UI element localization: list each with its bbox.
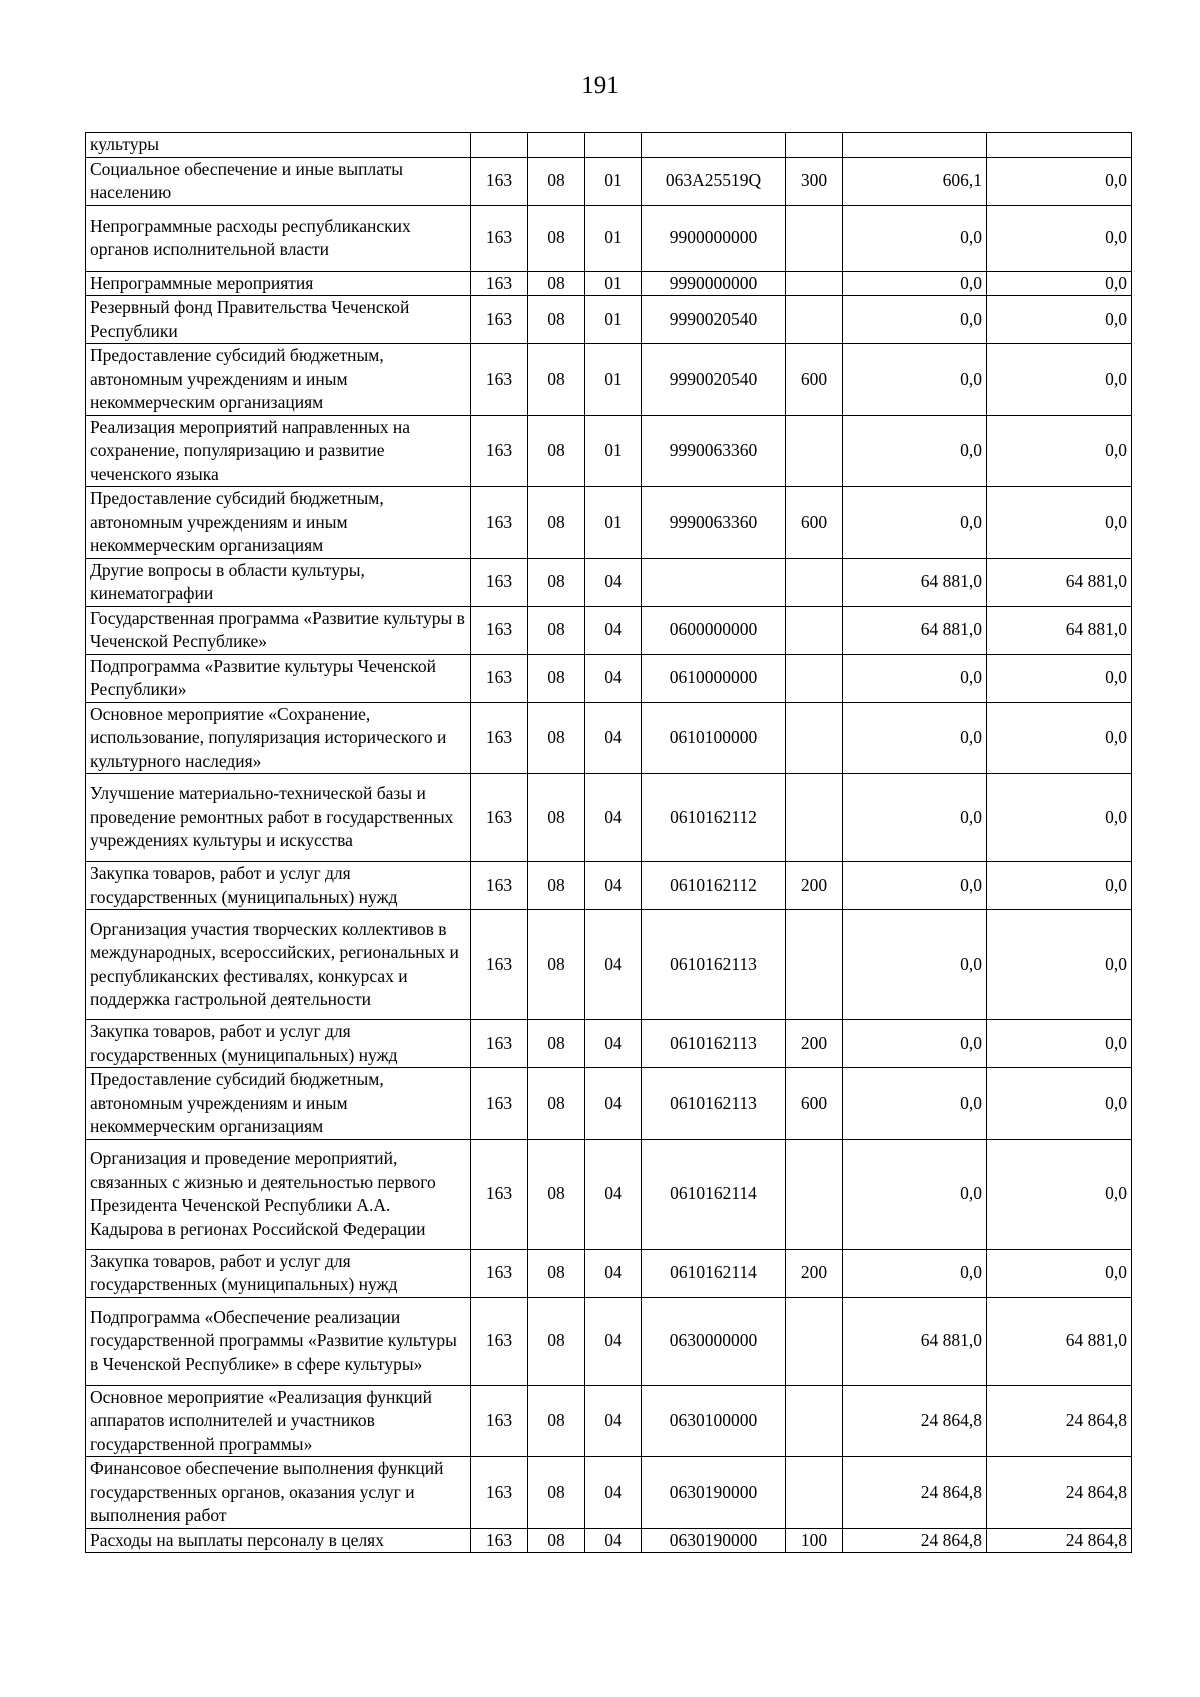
row-amount-1: 0,0	[843, 862, 987, 910]
row-name: Подпрограмма «Обеспечение реализации государственной программы «Развитие культуры в Чеченской Республике» в сфере культуры»	[86, 1297, 471, 1385]
row-name: Реализация мероприятий направленных на сохранение, популяризацию и развитие чеченского языка	[86, 415, 471, 487]
row-expense-type-code	[786, 1457, 843, 1529]
row-target-code: 9990020540	[642, 296, 786, 344]
row-subsection-code: 01	[585, 344, 642, 416]
row-amount-2: 0,0	[987, 702, 1132, 774]
row-target-code: 0610100000	[642, 702, 786, 774]
row-expense-type-code	[786, 558, 843, 606]
page-number: 191	[581, 72, 619, 99]
table-row	[86, 774, 1132, 862]
row-subsection-code: 01	[585, 487, 642, 559]
row-amount-1: 0,0	[843, 702, 987, 774]
table-row	[86, 910, 1132, 1020]
row-expense-type-code	[786, 205, 843, 271]
row-amount-1: 0,0	[843, 1139, 987, 1249]
row-ministry-code: 163	[471, 271, 528, 296]
row-ministry-code: 163	[471, 1385, 528, 1457]
row-target-code: 0610000000	[642, 654, 786, 702]
row-section-code: 08	[528, 1068, 585, 1140]
row-ministry-code: 163	[471, 296, 528, 344]
row-name: Государственная программа «Развитие культуры в Чеченской Республике»	[86, 606, 471, 654]
table-row	[86, 415, 1132, 487]
row-subsection-code: 01	[585, 415, 642, 487]
row-amount-1: 0,0	[843, 654, 987, 702]
row-amount-1: 0,0	[843, 271, 987, 296]
row-name: Резервный фонд Правительства Чеченской Республики	[86, 296, 471, 344]
row-target-code: 063А25519Q	[642, 157, 786, 205]
row-target-code: 9990020540	[642, 344, 786, 416]
row-ministry-code: 163	[471, 157, 528, 205]
row-amount-2: 64 881,0	[987, 1297, 1132, 1385]
row-target-code: 0630190000	[642, 1457, 786, 1529]
table-row	[86, 1385, 1132, 1457]
row-ministry-code: 163	[471, 654, 528, 702]
row-subsection-code: 01	[585, 205, 642, 271]
row-amount-2: 0,0	[987, 654, 1132, 702]
table-row	[86, 271, 1132, 296]
row-amount-1: 24 864,8	[843, 1528, 987, 1553]
row-section-code	[528, 133, 585, 158]
row-subsection-code: 04	[585, 1139, 642, 1249]
row-section-code: 08	[528, 1297, 585, 1385]
row-name: Подпрограмма «Развитие культуры Чеченской Республики»	[86, 654, 471, 702]
row-amount-2: 0,0	[987, 862, 1132, 910]
row-amount-2: 0,0	[987, 774, 1132, 862]
row-name: культуры	[86, 133, 471, 158]
row-amount-2: 0,0	[987, 1249, 1132, 1297]
row-name: Организация и проведение мероприятий, связанных с жизнью и деятельностью первого Президента Чеченской Республики А.А. Кадырова в регионах Российской Федерации	[86, 1139, 471, 1249]
row-subsection-code: 04	[585, 606, 642, 654]
row-amount-1: 0,0	[843, 1068, 987, 1140]
row-ministry-code: 163	[471, 487, 528, 559]
row-amount-2: 0,0	[987, 157, 1132, 205]
row-expense-type-code	[786, 133, 843, 158]
row-section-code: 08	[528, 344, 585, 416]
row-expense-type-code: 300	[786, 157, 843, 205]
row-expense-type-code	[786, 1297, 843, 1385]
row-expense-type-code	[786, 296, 843, 344]
row-target-code: 0610162114	[642, 1139, 786, 1249]
row-section-code: 08	[528, 296, 585, 344]
row-amount-2: 24 864,8	[987, 1457, 1132, 1529]
row-name: Финансовое обеспечение выполнения функций государственных органов, оказания услуг и выполнения работ	[86, 1457, 471, 1529]
row-ministry-code: 163	[471, 1068, 528, 1140]
table-row	[86, 296, 1132, 344]
row-name: Закупка товаров, работ и услуг для государственных (муниципальных) нужд	[86, 862, 471, 910]
row-name: Предоставление субсидий бюджетным, автономным учреждениям и иным некоммерческим организациям	[86, 487, 471, 559]
row-ministry-code: 163	[471, 862, 528, 910]
row-section-code: 08	[528, 1528, 585, 1553]
row-expense-type-code: 200	[786, 1249, 843, 1297]
row-target-code: 9990000000	[642, 271, 786, 296]
row-target-code: 9900000000	[642, 205, 786, 271]
row-target-code: 9990063360	[642, 487, 786, 559]
row-name: Непрограммные мероприятия	[86, 271, 471, 296]
row-expense-type-code: 600	[786, 487, 843, 559]
row-amount-2: 0,0	[987, 1139, 1132, 1249]
row-ministry-code	[471, 133, 528, 158]
row-section-code: 08	[528, 1249, 585, 1297]
table-row	[86, 1020, 1132, 1068]
row-target-code: 0610162112	[642, 862, 786, 910]
table-row	[86, 1249, 1132, 1297]
row-amount-1: 0,0	[843, 415, 987, 487]
row-subsection-code: 04	[585, 1528, 642, 1553]
row-amount-2: 0,0	[987, 271, 1132, 296]
row-amount-2	[987, 133, 1132, 158]
row-ministry-code: 163	[471, 1020, 528, 1068]
row-section-code: 08	[528, 702, 585, 774]
row-amount-1: 0,0	[843, 774, 987, 862]
row-section-code: 08	[528, 558, 585, 606]
row-amount-2: 0,0	[987, 910, 1132, 1020]
table-body	[86, 133, 1132, 1553]
row-target-code: 0610162112	[642, 774, 786, 862]
row-subsection-code: 04	[585, 1457, 642, 1529]
table-row	[86, 862, 1132, 910]
row-name: Организация участия творческих коллективов в международных, всероссийских, региональных и республиканских фестивалях, конкурсах и поддержка гастрольной деятельности	[86, 910, 471, 1020]
row-amount-2: 0,0	[987, 296, 1132, 344]
table-row	[86, 654, 1132, 702]
row-expense-type-code	[786, 271, 843, 296]
row-target-code: 9990063360	[642, 415, 786, 487]
row-section-code: 08	[528, 487, 585, 559]
row-amount-2: 0,0	[987, 1068, 1132, 1140]
row-expense-type-code: 100	[786, 1528, 843, 1553]
row-expense-type-code: 200	[786, 1020, 843, 1068]
row-amount-2: 64 881,0	[987, 606, 1132, 654]
row-amount-1: 0,0	[843, 344, 987, 416]
table-row	[86, 487, 1132, 559]
row-name: Расходы на выплаты персоналу в целях	[86, 1528, 471, 1553]
table-row	[86, 702, 1132, 774]
row-amount-2: 0,0	[987, 487, 1132, 559]
row-name: Предоставление субсидий бюджетным, автономным учреждениям и иным некоммерческим организациям	[86, 1068, 471, 1140]
row-target-code	[642, 558, 786, 606]
row-subsection-code: 04	[585, 1020, 642, 1068]
row-amount-2: 24 864,8	[987, 1528, 1132, 1553]
row-target-code: 0630190000	[642, 1528, 786, 1553]
row-name: Улучшение материально-технической базы и проведение ремонтных работ в государственных учреждениях культуры и искусства	[86, 774, 471, 862]
row-section-code: 08	[528, 1457, 585, 1529]
row-target-code	[642, 133, 786, 158]
row-section-code: 08	[528, 654, 585, 702]
row-target-code: 0610162114	[642, 1249, 786, 1297]
row-expense-type-code	[786, 1385, 843, 1457]
table-row	[86, 1297, 1132, 1385]
table-row	[86, 344, 1132, 416]
row-expense-type-code	[786, 606, 843, 654]
table-row	[86, 1068, 1132, 1140]
row-ministry-code: 163	[471, 1139, 528, 1249]
row-name: Основное мероприятие «Реализация функций аппаратов исполнителей и участников государственной программы»	[86, 1385, 471, 1457]
table-row	[86, 205, 1132, 271]
row-ministry-code: 163	[471, 1249, 528, 1297]
row-name: Социальное обеспечение и иные выплаты населению	[86, 157, 471, 205]
row-amount-1: 64 881,0	[843, 558, 987, 606]
row-subsection-code: 04	[585, 702, 642, 774]
row-ministry-code: 163	[471, 205, 528, 271]
row-target-code: 0610162113	[642, 1068, 786, 1140]
row-amount-1: 24 864,8	[843, 1457, 987, 1529]
row-ministry-code: 163	[471, 344, 528, 416]
row-section-code: 08	[528, 606, 585, 654]
row-subsection-code: 04	[585, 558, 642, 606]
row-subsection-code: 01	[585, 271, 642, 296]
row-amount-2: 0,0	[987, 344, 1132, 416]
row-ministry-code: 163	[471, 606, 528, 654]
row-amount-1: 0,0	[843, 487, 987, 559]
table-row	[86, 157, 1132, 205]
row-ministry-code: 163	[471, 774, 528, 862]
row-amount-1: 64 881,0	[843, 606, 987, 654]
table-row	[86, 606, 1132, 654]
row-ministry-code: 163	[471, 1528, 528, 1553]
row-section-code: 08	[528, 415, 585, 487]
row-amount-2: 0,0	[987, 415, 1132, 487]
row-amount-2: 24 864,8	[987, 1385, 1132, 1457]
row-target-code: 0630000000	[642, 1297, 786, 1385]
table-row	[86, 1528, 1132, 1553]
row-subsection-code: 01	[585, 157, 642, 205]
row-amount-1: 24 864,8	[843, 1385, 987, 1457]
row-name: Непрограммные расходы республиканских органов исполнительной власти	[86, 205, 471, 271]
row-expense-type-code: 600	[786, 1068, 843, 1140]
table-row	[86, 133, 1132, 158]
row-amount-1	[843, 133, 987, 158]
row-ministry-code: 163	[471, 1297, 528, 1385]
row-expense-type-code	[786, 654, 843, 702]
row-section-code: 08	[528, 774, 585, 862]
row-expense-type-code: 200	[786, 862, 843, 910]
row-expense-type-code	[786, 910, 843, 1020]
row-expense-type-code	[786, 774, 843, 862]
row-expense-type-code: 600	[786, 344, 843, 416]
row-subsection-code: 01	[585, 296, 642, 344]
row-target-code: 0600000000	[642, 606, 786, 654]
row-section-code: 08	[528, 910, 585, 1020]
row-section-code: 08	[528, 1139, 585, 1249]
row-section-code: 08	[528, 862, 585, 910]
row-amount-1: 606,1	[843, 157, 987, 205]
row-expense-type-code	[786, 702, 843, 774]
row-expense-type-code	[786, 1139, 843, 1249]
table-row	[86, 1139, 1132, 1249]
row-subsection-code: 04	[585, 1249, 642, 1297]
row-subsection-code: 04	[585, 862, 642, 910]
row-amount-1: 0,0	[843, 205, 987, 271]
budget-table	[85, 132, 1132, 1553]
row-target-code: 0610162113	[642, 1020, 786, 1068]
row-subsection-code: 04	[585, 654, 642, 702]
row-section-code: 08	[528, 1385, 585, 1457]
row-amount-2: 64 881,0	[987, 558, 1132, 606]
row-ministry-code: 163	[471, 910, 528, 1020]
row-amount-2: 0,0	[987, 205, 1132, 271]
row-subsection-code: 04	[585, 1385, 642, 1457]
row-ministry-code: 163	[471, 1457, 528, 1529]
row-amount-1: 0,0	[843, 1249, 987, 1297]
row-name: Закупка товаров, работ и услуг для государственных (муниципальных) нужд	[86, 1020, 471, 1068]
row-amount-1: 0,0	[843, 296, 987, 344]
row-amount-1: 0,0	[843, 910, 987, 1020]
table-row	[86, 558, 1132, 606]
row-subsection-code: 04	[585, 774, 642, 862]
row-section-code: 08	[528, 157, 585, 205]
row-name: Предоставление субсидий бюджетным, автономным учреждениям и иным некоммерческим организациям	[86, 344, 471, 416]
row-name: Другие вопросы в области культуры, кинематографии	[86, 558, 471, 606]
row-target-code: 0630100000	[642, 1385, 786, 1457]
table-row	[86, 1457, 1132, 1529]
row-section-code: 08	[528, 1020, 585, 1068]
row-subsection-code: 04	[585, 910, 642, 1020]
row-expense-type-code	[786, 415, 843, 487]
row-name: Основное мероприятие «Сохранение, использование, популяризация исторического и культурного наследия»	[86, 702, 471, 774]
row-ministry-code: 163	[471, 415, 528, 487]
row-amount-2: 0,0	[987, 1020, 1132, 1068]
row-subsection-code: 04	[585, 1297, 642, 1385]
row-amount-1: 0,0	[843, 1020, 987, 1068]
row-amount-1: 64 881,0	[843, 1297, 987, 1385]
row-ministry-code: 163	[471, 702, 528, 774]
row-subsection-code: 04	[585, 1068, 642, 1140]
row-target-code: 0610162113	[642, 910, 786, 1020]
row-subsection-code	[585, 133, 642, 158]
row-name: Закупка товаров, работ и услуг для государственных (муниципальных) нужд	[86, 1249, 471, 1297]
row-section-code: 08	[528, 271, 585, 296]
row-section-code: 08	[528, 205, 585, 271]
row-ministry-code: 163	[471, 558, 528, 606]
